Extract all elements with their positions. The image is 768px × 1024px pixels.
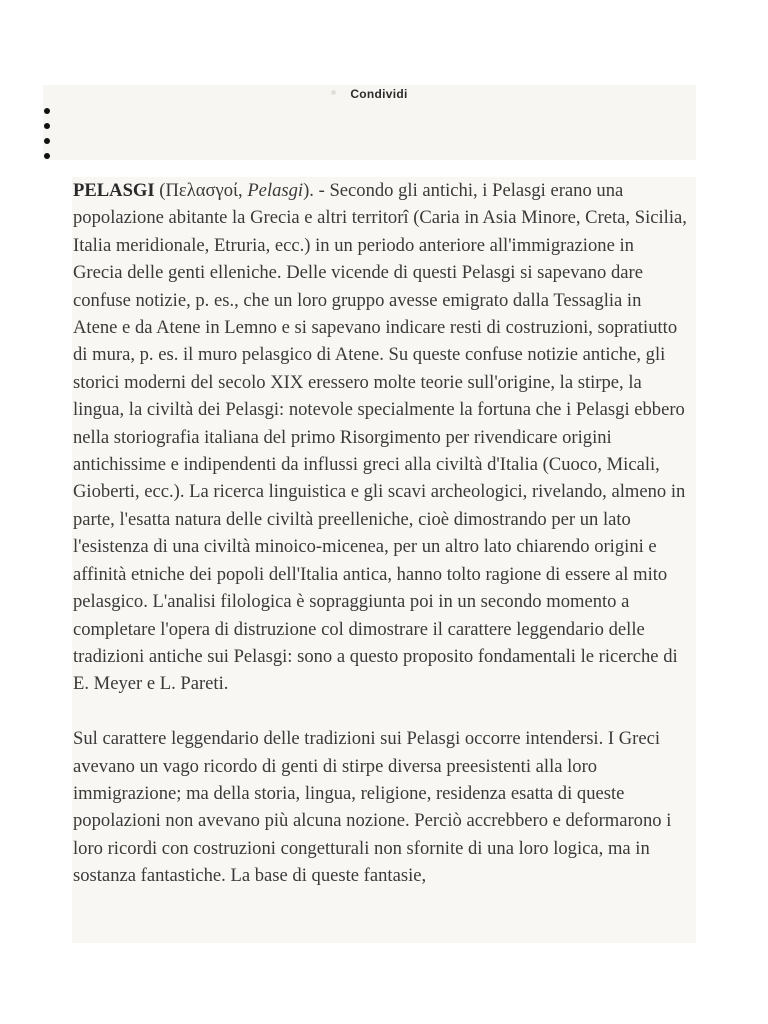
article-paragraph-1: PELASGI (Πελασγοί, Pelasgi). - Secondo gli antichi, i Pelasgi erano una popolazione abitante la Grecia e altri territorî (Caria in Asia Minore, Creta, Sicilia, Italia meridionale, Etruria, ecc.) in un periodo anteriore all'immigrazione in Grecia delle genti elleniche. Delle vicende di questi Pelasgi si sapevano dare confuse notizie, p. es., che un loro gruppo avesse emigrato dalla Tessaglia in Atene e da Atene in Lemno e si sapevano indicare resti di costruzioni, sopratiutto di mura, p. es. il muro pelasgico di Atene. Su queste confuse notizie antiche, gli storici moderni del secolo XIX eressero molte teorie sull'origine, la stirpe, la lingua, la civiltà dei Pelasgi: notevole specialmente la fortuna che i Pelasgi ebbero nella storiografia italiana del primo Risorgimento per rivendicare origini antichissime e indipendenti da influssi greci alla civiltà d'Italia (Cuoco, Micali, Gioberti, ecc.). La ricerca linguistica e gli scavi archeologici, rivelando, almeno in parte, l'esatta natura delle civiltà preelleniche, cioè dimostrando per un lato l'esistenza di una civiltà minoico-micenea, per un altro lato chiarendo origini e affinità etniche dei popoli dell'Italia antica, hanno tolto ragione di essere al mito pelasgico. L'analisi filologica è sopraggiunta poi in un secondo momento a completare l'opera di distruzione col dimostrare il carattere leggendario delle tradizioni antiche sui Pelasgi: sono a questo proposito fondamentali le ricerche di E. Meyer e L. Pareti. [73,180,687,695]
latin-term: Pelasgi [247,180,304,201]
share-bar [43,85,696,160]
article-body [72,177,696,943]
paragraph-1-text: ). - Secondo gli antichi, i Pelasgi erano una popolazione abitante la Grecia e altri territorî (Caria in Asia Minore, Creta, Sicilia, Italia meridionale, Etruria, ecc.) in un periodo anteriore all'immigrazione in Grecia delle genti elleniche. Delle vicende di questi Pelasgi si sapevano dare confuse notizie, p. es., che un loro gruppo avesse emigrato dalla Tessaglia in Atene e da Atene in Lemno e si sapevano indicare resti di costruzioni, sopratiutto di mura, p. es. il muro pelasgico di Atene. Su queste confuse notizie antiche, gli storici moderni del secolo XIX eressero molte teorie sull'origine, la stirpe, la lingua, la civiltà dei Pelasgi: notevole specialmente la fortuna che i Pelasgi ebbero nella storiografia italiana del primo Risorgimento per rivendicare origini antichissime e indipendenti da influssi greci alla civiltà d'Italia (Cuoco, Micali, Gioberti, ecc.). La ricerca linguistica e gli scavi archeologici, rivelando, almeno in parte, l'esatta natura delle civiltà preelleniche, cioè dimostrando per un lato l'esistenza di una civiltà minoico-micenea, per un altro lato chiarendo origini e affinità etniche dei popoli dell'Italia antica, hanno tolto ragione di essere al mito pelasgico. L'analisi filologica è sopraggiunta poi in un secondo momento a completare l'opera di distruzione col dimostrare il carattere leggendario delle tradizioni antiche sui Pelasgi: sono a questo proposito fondamentali le ricerche di E. Meyer e L. Pareti. [73,180,687,695]
article-paragraph-2: Sul carattere leggendario delle tradizioni sui Pelasgi occorre intendersi. I Greci avevano un vago ricordo di genti di stirpe diversa preesistenti alla loro immigrazione; ma della storia, lingua, religione, residenza esatta di queste popolazioni non avevano più alcuna nozione. Perciò accrebbero e deformarono i loro ricordi con costruzioni congetturali non sfornite di una loro logica, ma in sostanza fantastiche. La base di queste fantasie, [73,728,672,887]
share-title: Condividi [350,87,408,101]
article-headword: PELASGI [73,180,155,201]
greek-term: Πελασγοί [165,180,239,201]
share-header [43,87,696,101]
bullet-icon [331,90,336,95]
